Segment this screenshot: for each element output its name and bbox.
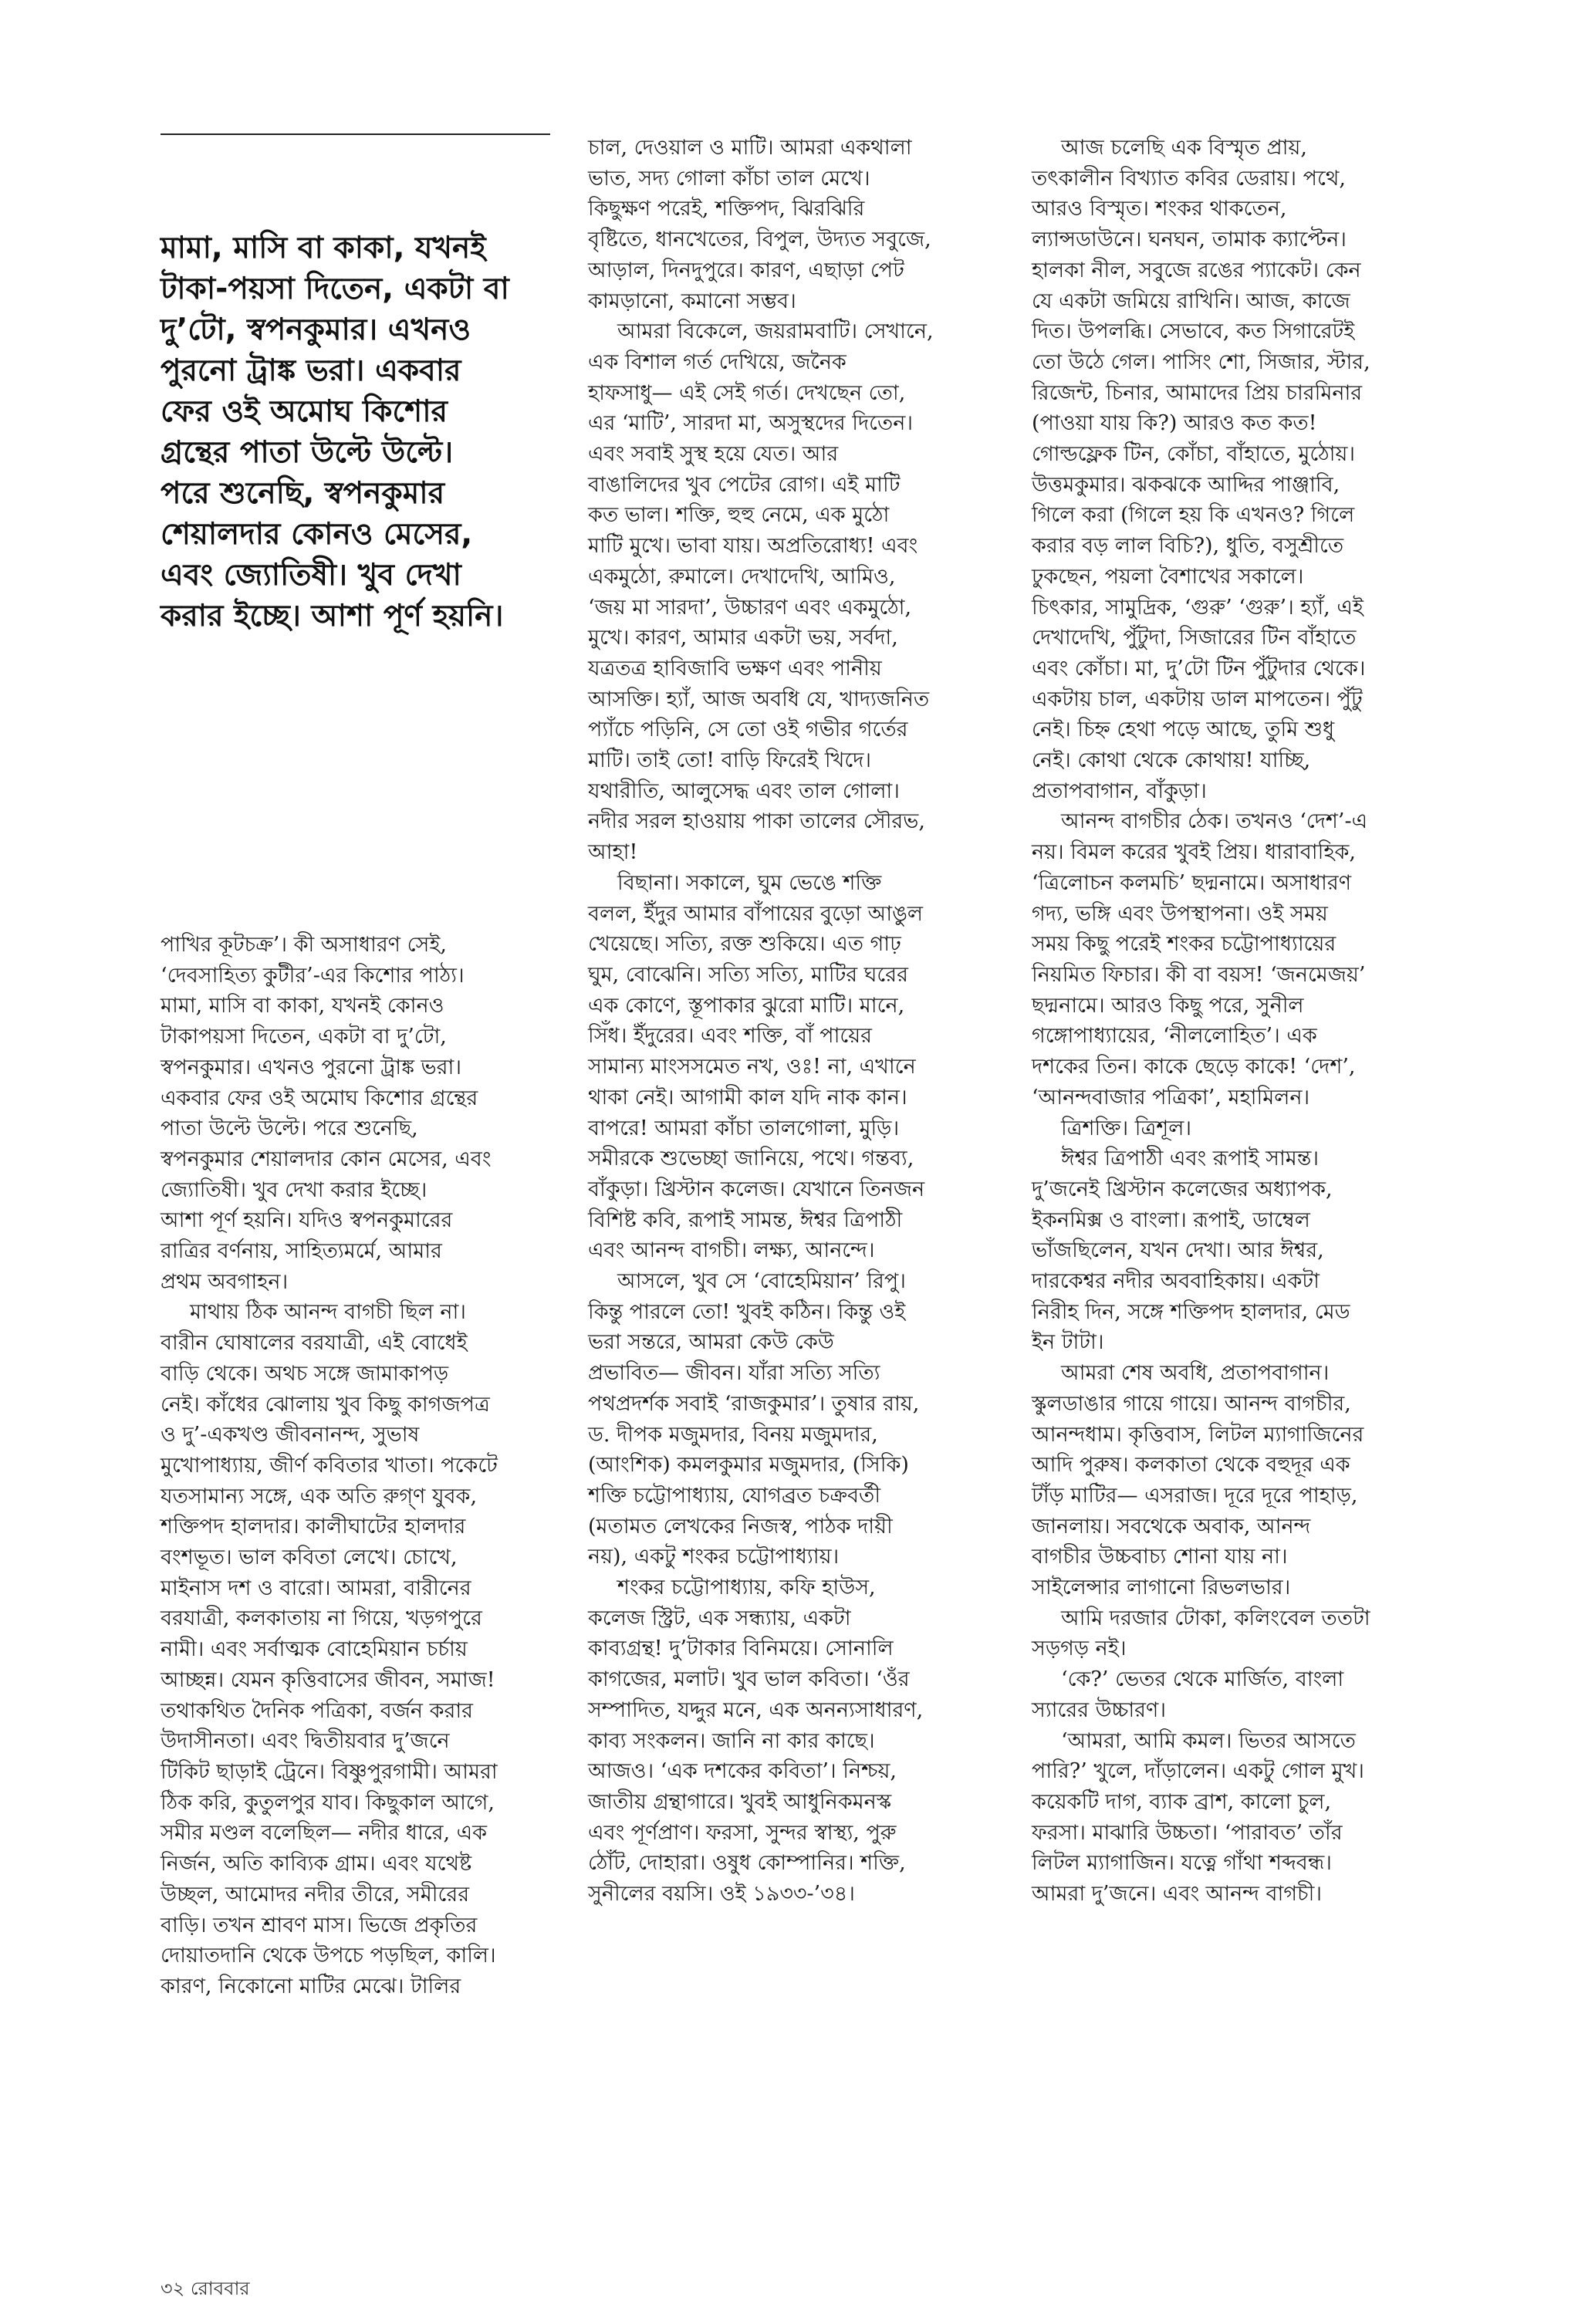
article-column-1: [161, 930, 569, 2002]
article-column-2: [588, 133, 1005, 1910]
page-folio: ৩২ রোববার: [161, 2278, 250, 2299]
paragraph: আমরা শেষ অবধি, প্রতাপবাগান। স্কুলডাঙার গায়ে গায়ে। আনন্দ বাগচীর, আনন্দধাম। কৃত্তিবাস, লিটল ম্যাগাজিনের আদি পুরুষ। কলকাতা থেকে বহুদূর এক টাঁড় মাটির— এসরাজ। দূরে দূরে পাহাড়, জানলায়। সবথেকে অবাক, আনন্দ বাগচীর উচ্চবাচ্য শোনা যায় না। সাইলেন্সার লাগানো রিভলভার।: [1032, 1361, 1364, 1600]
paragraph: ‘কে?’ ভেতর থেকে মার্জিত, বাংলা স্যারের উচ্চারণ।: [1032, 1667, 1344, 1722]
paragraph: ঈশ্বর ত্রিপাঠী এবং রূপাই সামন্ত। দু’জনেই খ্রিস্টান কলেজের অধ্যাপক, ইকনমিক্স ও বাংলা। রূপাই, ডাম্বেল ভাঁজছিলেন, যখন দেখা। আর ঈশ্বর, দারকেশ্বর নদীর অববাহিকায়। একটা নিরীহ দিন, সঙ্গে শক্তিপদ হালদার, মেড ইন টাটা।: [1032, 1147, 1350, 1355]
paragraph: বিছানা। সকালে, ঘুম ভেঙে শক্তি বলল, ইঁদুর আমার বাঁপায়ের বুড়ো আঙুল খেয়েছে। সত্যি, রক্ত শুকিয়ে। এত গাঢ় ঘুম, বোঝেনি। সত্যি সত্যি, মাটির ঘরের এক কোণে, স্তূপাকার ঝুরো মাটি। মানে, সিঁধ। ইঁদুরের। এবং শক্তি, বাঁ পায়ের সামান্য মাংসসমেত নখ, ওঃ! না, এখানে থাকা নেই। আগামী কাল যদি নাক কান। বাপরে! আমরা কাঁচা তালগোলা, মুড়ি। সমীরকে শুভেচ্ছা জানিয়ে, পথে। গন্তব্য, বাঁকুড়া। খ্রিস্টান কলেজ। যেখানে তিনজন বিশিষ্ট কবি, রূপাই সামন্ত, ঈশ্বর ত্রিপাঠী এবং আনন্দ বাগচী। লক্ষ্য, আনন্দে।: [588, 870, 925, 1263]
paragraph: আমরা বিকেলে, জয়রামবাটি। সেখানে, এক বিশাল গর্ত দেখিয়ে, জনৈক হাফসাধু— এই সেই গর্ত। দেখছেন তো, এর ‘মাটি’, সারদা মা, অসুস্থদের দিতেন। এবং সবাই সুস্থ হয়ে যেত। আর বাঙালিদের খুব পেটের রোগ। এই মাটি কত ভাল। শক্তি, হুহু নেমে, এক মুঠো মাটি মুখে। ভাবা যায়। অপ্রতিরোধ্য! এবং একমুঠো, রুমালে। দেখাদেখি, আমিও, ‘জয় মা সারদা’, উচ্চারণ এবং একমুঠো, মুখে। কারণ, আমার একটা ভয়, সর্বদা, যত্রতত্র হাবিজাবি ভক্ষণ এবং পানীয় আসক্তি। হ্যাঁ, আজ অবধি যে, খাদ্যজনিত প্যাঁচে পড়িনি, সে তো ওই গভীর গর্তের মাটি। তাই তো! বাড়ি ফিরেই খিদে। যথারীতি, আলুসেদ্ধ এবং তাল গোলা। নদীর সরল হাওয়ায় পাকা তালের সৌরভ, আহা!: [588, 319, 934, 865]
paragraph: পাখির কূটচক্র’। কী অসাধারণ সেই, ‘দেবসাহিত্য কুটীর’-এর কিশোর পাঠ্য। মামা, মাসি বা কাকা, যখনই কোনও টাকাপয়সা দিতেন, একটা বা দু’টো, স্বপনকুমার। এখনও পুরনো ট্রাঙ্ক ভরা। একবার ফের ওই অমোঘ কিশোর গ্রন্থের পাতা উল্টে উল্টে। পরে শুনেছি, স্বপনকুমার শেয়ালদার কোন মেসের, এবং জ্যোতিষী। খুব দেখা করার ইচ্ছে। আশা পূর্ণ হয়নি। যদিও স্বপনকুমারের রাত্রির বর্ণনায়, সাহিত্যমর্মে, আমার প্রথম অবগাহন।: [161, 933, 492, 1294]
top-rule: [161, 133, 550, 135]
paragraph: শংকর চট্টোপাধ্যায়, কফি হাউস, কলেজ স্ট্রিট, এক সন্ধ্যায়, একটা কাব্যগ্রন্থ! দু’টাকার বিনিময়ে। সোনালি কাগজের, মলাট। খুব ভাল কবিতা। ‘ওঁর সম্পাদিত, যদ্দুর মনে, এক অনন্যসাধারণ, কাব্য সংকলন। জানি না কার কাছে। আজও। ‘এক দশকের কবিতা’। নিশ্চয়, জাতীয় গ্রন্থাগারে। খুবই আধুনিকমনস্ক এবং পূর্ণপ্রাণ। ফরসা, সুন্দর স্বাস্থ্য, পুরু ঠোঁট, দোহারা। ওষুধ কোম্পানির। শক্তি, সুনীলের বয়সি। ওই ১৯৩৩-’৩৪।: [588, 1576, 924, 1907]
pull-quote: মামা, মাসি বা কাকা, যখনই টাকা-পয়সা দিতেন, একটা বা দু’টো, স্বপনকুমার। এখনও পুরনো ট্রাঙ্ক ভরা। একবার ফের ওই অমোঘ কিশোর গ্রন্থের পাতা উল্টে উল্টে। পরে শুনেছি, স্বপনকুমার শেয়ালদার কোনও মেসের, এবং জ্যোতিষী। খুব দেখা করার ইচ্ছে। আশা পূর্ণ হয়নি।: [161, 231, 509, 633]
paragraph: ‘আমরা, আমি কমল। ভিতর আসতে পারি?’ খুলে, দাঁড়ালেন। একটু গোল মুখ। কয়েকটি দাগ, ব্যাক ব্রাশ, কালো চুল, ফরসা। মাঝারি উচ্চতা। ‘পারাবত’ তাঁর লিটল ম্যাগাজিন। যত্নে গাঁথা শব্দবন্ধ। আমরা দু’জনে। এবং আনন্দ বাগচী।: [1032, 1728, 1364, 1907]
paragraph: আমি দরজার টোকা, কলিংবেল ততটা সড়গড় নই।: [1032, 1606, 1370, 1661]
paragraph: আনন্দ বাগচীর ঠেক। তখনও ‘দেশ’-এ নয়। বিমল করের খুবই প্রিয়। ধারাবাহিক, ‘ত্রিলোচন কলমচি’ ছদ্মনামে। অসাধারণ গদ্য, ভঙ্গি এবং উপস্থাপনা। ওই সময় সময় কিছু পরেই শংকর চট্টোপাধ্যায়ের নিয়মিত ফিচার। কী বা বয়স! ‘জনমেজয়’ ছদ্মনামে। আরও কিছু পরে, সুনীল গঙ্গোপাধ্যায়ের, ‘নীললোহিত’। এক দশকের তিন। কাকে ছেড়ে কাকে! ‘দেশ’, ‘আনন্দবাজার পত্রিকা’, মহামিলন।: [1032, 809, 1368, 1110]
paragraph: মাথায় ঠিক আনন্দ বাগচী ছিল না। বারীন ঘোষালের বরযাত্রী, এই বোধেই বাড়ি থেকে। অথচ সঙ্গে জামাকাপড় নেই। কাঁধের ঝোলায় খুব কিছু কাগজপত্র ও দু’-একখণ্ড জীবনানন্দ, সুভাষ মুখোপাধ্যায়, জীর্ণ কবিতার খাতা। পকেটে যতসামান্য সঙ্গে, এক অতি রুগ্ণ যুবক, শক্তিপদ হালদার। কালীঘাটের হালদার বংশভূত। ভাল কবিতা লেখে। চোখে, মাইনাস দশ ও বারো। আমরা, বারীনের বরযাত্রী, কলকাতায় না গিয়ে, খড়গপুরে নামী। এবং সর্বাত্মক বোহেমিয়ান চর্চায় আচ্ছন্ন। যেমন কৃত্তিবাসের জীবন, সমাজ! তথাকথিত দৈনিক পত্রিকা, বর্জন করার উদাসীনতা। এবং দ্বিতীয়বার দু’জনে টিকিট ছাড়াই ট্রেনে। বিষ্ণুপুরগামী। আমরা ঠিক করি, কুতুলপুর যাব। কিছুকাল আগে, সমীর মণ্ডল বলেছিল— নদীর ধারে, এক নির্জন, অতি কাব্যিক গ্রাম। এবং যথেষ্ট উচ্ছল, আমোদর নদীর তীরে, সমীরের বাড়ি। তখন শ্রাবণ মাস। ভিজে প্রকৃতির দোয়াতদানি থেকে উপচে পড়ছিল, কালি। কারণ, নিকোনো মাটির মেঝে। টালির: [161, 1300, 498, 1998]
paragraph: ত্রিশক্তি। ত্রিশূল।: [1061, 1116, 1192, 1140]
article-column-3: [1032, 133, 1452, 1910]
paragraph: চাল, দেওয়াল ও মাটি। আমরা একথালা ভাত, সদ্য গোলা কাঁচা তাল মেখে। কিছুক্ষণ পরেই, শক্তিপদ, ঝিরঝিরি বৃষ্টিতে, ধানখেতের, বিপুল, উদ্যত সবুজে, আড়াল, দিনদুপুরে। কারণ, এছাড়া পেট কামড়ানো, কমানো সম্ভব।: [588, 136, 931, 313]
paragraph: আসলে, খুব সে ‘বোহেমিয়ান’ রিপু। কিন্তু পারলে তো! খুবই কঠিন। কিন্তু ওই ভরা সন্তরে, আমরা কেউ কেউ প্রভাবিত— জীবন। যাঁরা সত্যি সত্যি পথপ্রদর্শক সবাই ‘রাজকুমার’। তুষার রায়, ড. দীপক মজুমদার, বিনয় মজুমদার, (আংশিক) কমলকুমার মজুমদার, (সিকি) শক্তি চট্টোপাধ্যায়, যোগব্রত চক্রবর্তী (মতামত লেখকের নিজস্ব, পাঠক দায়ী নয়), একটু শংকর চট্টোপাধ্যায়।: [588, 1269, 920, 1569]
paragraph: আজ চলেছি এক বিস্মৃত প্রায়, তৎকালীন বিখ্যাত কবির ডেরায়। পথে, আরও বিস্মৃত। শংকর থাকতেন, ল্যান্সডাউনে। ঘনঘন, তামাক ক্যাপ্টেন। হালকা নীল, সবুজে রঙের প্যাকেট। কেন যে একটা জমিয়ে রাখিনি। আজ, কাজে দিত। উপলব্ধি। সেভাবে, কত সিগারেটই তো উঠে গেল। পাসিং শো, সিজার, স্টার, রিজেন্ট, চিনার, আমাদের প্রিয় চারমিনার (পাওয়া যায় কি?) আরও কত কত! গোল্ডফ্লেক টিন, কোঁচা, বাঁহাতে, মুঠোয়। উত্তমকুমার। ঝকঝকে আদ্দির পাঞ্জাবি, গিলে করা (গিলে হয় কি এখনও? গিলে করার বড় লাল বিচি?), ধুতি, বসুশ্রীতে ঢুকছেন, পয়লা বৈশাখের সকালে। চিৎকার, সামুদ্রিক, ‘গুরু’ ‘গুরু’। হ্যাঁ, এই দেখাদেখি, পুঁটুদা, সিজারের টিন বাঁহাতে এবং কোঁচা। মা, দু’টো টিন পুঁটুদার থেকে। একটায় চাল, একটায় ডাল মাপতেন। পুঁটু নেই। চিহ্ন হেথা পড়ে আছে, তুমি শুধু নেই। কোথা থেকে কোথায়! যাচ্ছি, প্রতাপবাগান, বাঁকুড়া।: [1032, 136, 1370, 803]
